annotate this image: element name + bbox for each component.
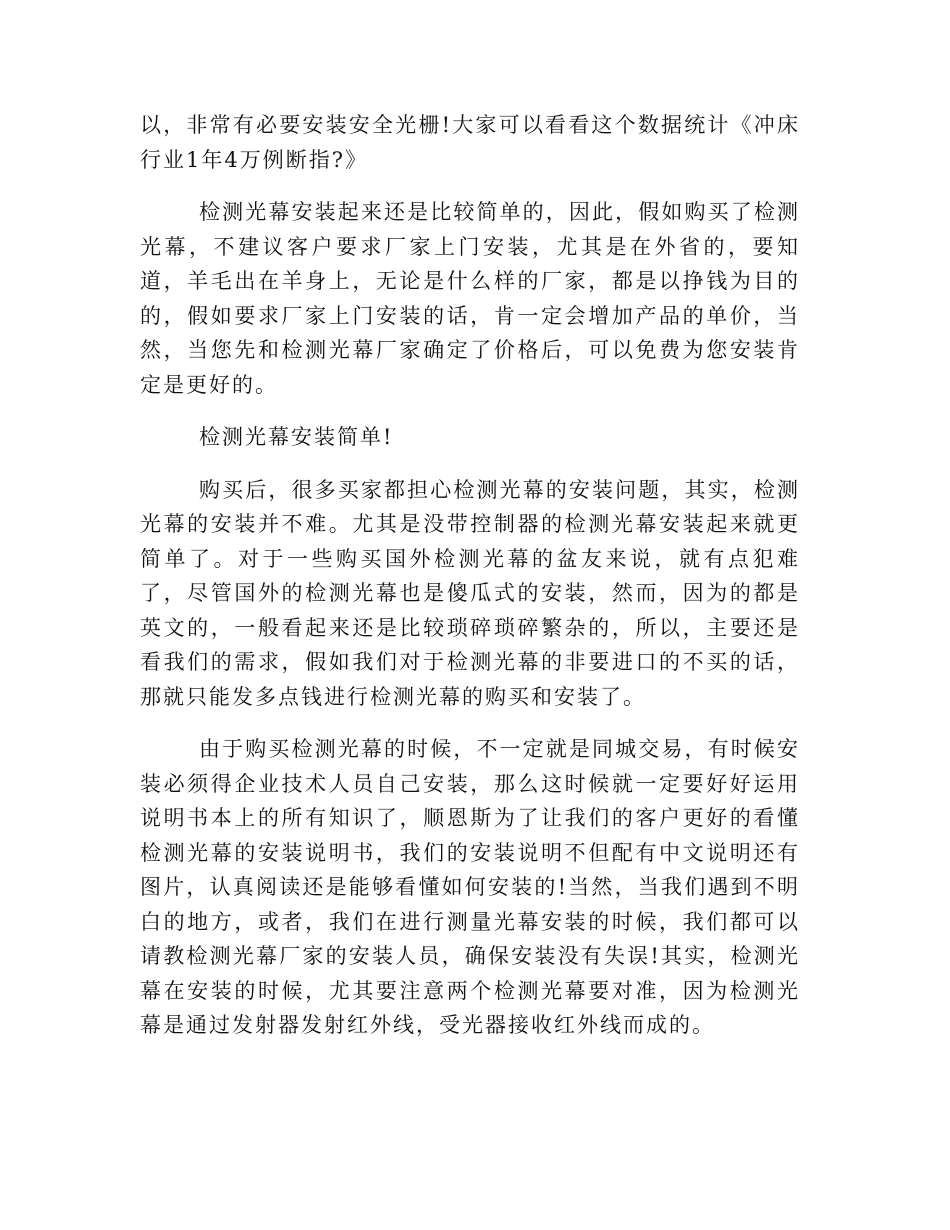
paragraph-4: 购买后，很多买家都担心检测光幕的安装问题，其实，检测光幕的安装并不难。尤其是没带控制器的检测光幕安装起来就更简单了。对于一些购买国外检测光幕的盆友来说，就有点犯难了，尽管国外的检测光幕也是傻瓜式的安装，然而，因为的都是英文的，一般看起来还是比较琐碎琐碎繁杂的，所以，主要还是看我们的需求，假如我们对于检测光幕的非要进口的不买的话，那就只能发多点钱进行检测光幕的购买和安装了。 bbox=[140, 477, 800, 709]
paragraph-5: 由于购买检测光幕的时候，不一定就是同城交易，有时候安装必须得企业技术人员自己安装，那么这时候就一定要好好运用说明书本上的所有知识了，顺恩斯为了让我们的客户更好的看懂检测光幕的安装说明书，我们的安装说明不但配有中文说明还有图片，认真阅读还是能够看懂如何安装的!当然，当我们遇到不明白的地方，或者，我们在进行测量光幕安装的时候，我们都可以请教检测光幕厂家的安装人员，确保安装没有失误!其实，检测光幕在安装的时候，尤其要注意两个检测光幕要对准，因为检测光幕是通过发射器发射红外线，受光器接收红外线而成的。 bbox=[140, 737, 800, 1037]
paragraph-1: 以，非常有必要安装安全光栅!大家可以看看这个数据统计《冲床行业1年4万例断指?》 bbox=[140, 113, 800, 172]
paragraph-3-heading: 检测光幕安装简单! bbox=[199, 425, 394, 449]
document-body bbox=[140, 108, 800, 1043]
paragraph-2: 检测光幕安装起来还是比较简单的，因此，假如购买了检测光幕，不建议客户要求厂家上门安装，尤其是在外省的，要知道，羊毛出在羊身上，无论是什么样的厂家，都是以挣钱为目的的，假如要求厂家上门安装的话，肯一定会增加产品的单价，当然，当您先和检测光幕厂家确定了价格后，可以免费为您安装肯定是更好的。 bbox=[140, 200, 800, 397]
